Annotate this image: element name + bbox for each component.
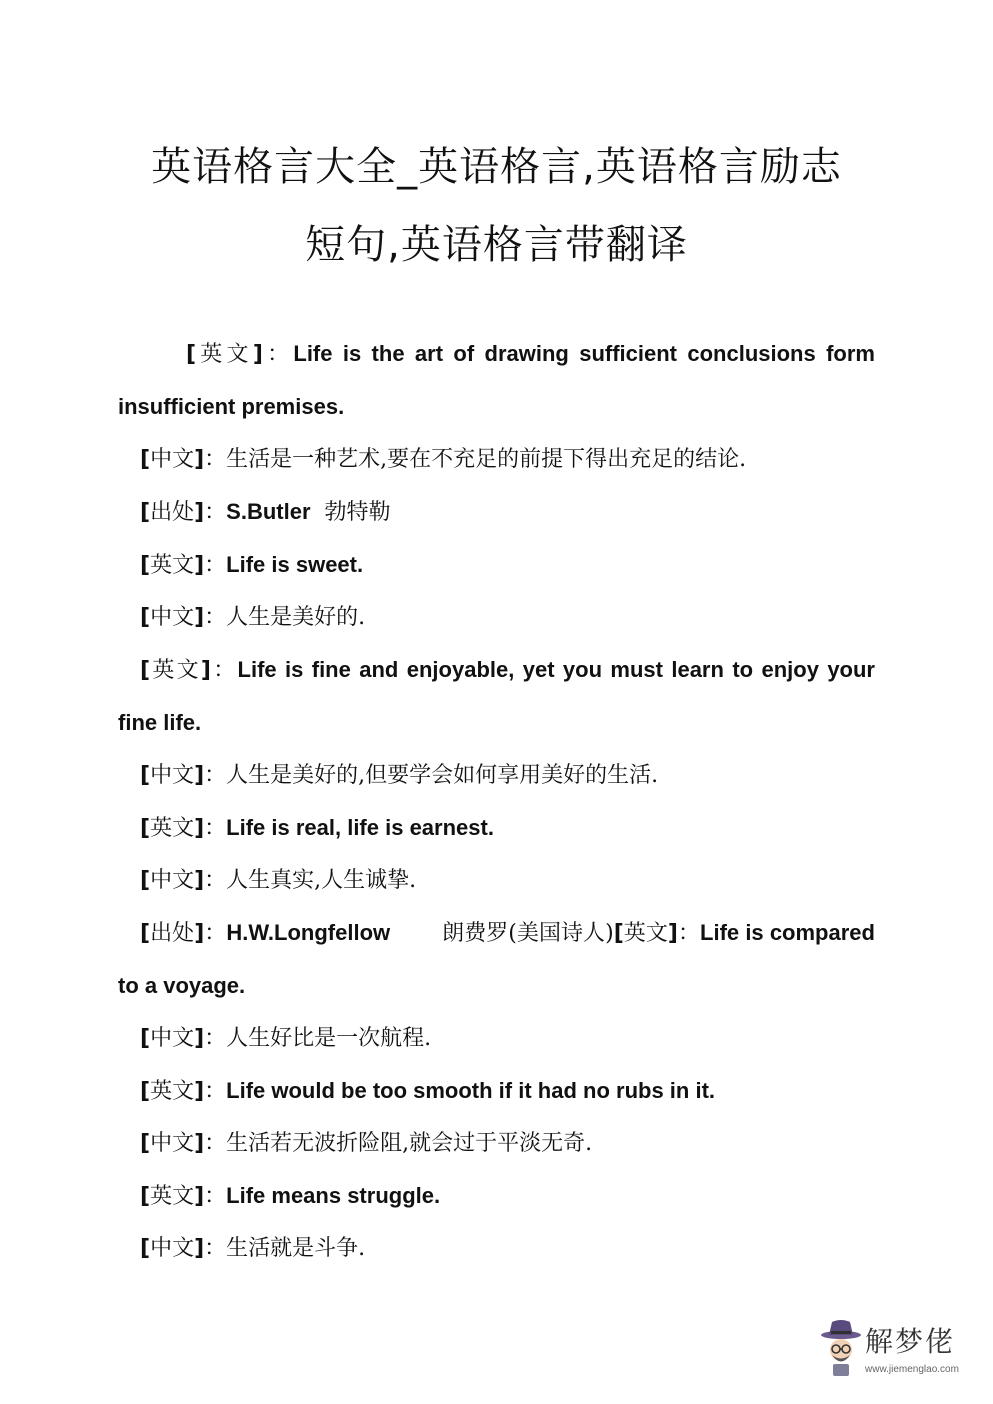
source-name-zh: 朗费罗(美国诗人) — [442, 921, 614, 946]
entry-tag: 英文 — [150, 816, 195, 841]
entry-tag: 中文 — [150, 868, 195, 893]
entry-tag: 英文 — [196, 342, 253, 367]
entry-text: 生活若无波折险阻,就会过于平淡无奇. — [226, 1131, 593, 1156]
entry-text: Life is sweet. — [226, 552, 364, 577]
entry-tag: 中文 — [150, 763, 195, 788]
entry-paragraph: [中文]：生活若无波折险阻,就会过于平淡无奇. — [140, 1131, 593, 1156]
entry-paragraph: [中文]：人生是美好的,但要学会如何享用美好的生活. — [140, 763, 659, 788]
entry-text: 生活是一种艺术,要在不充足的前提下得出充足的结论. — [226, 447, 747, 472]
source-name-zh: 勃特勒 — [324, 500, 391, 525]
entry-tag: 英文 — [150, 658, 201, 683]
entry-tag: 出处 — [150, 921, 195, 946]
entry-text: 人生好比是一次航程. — [226, 1026, 432, 1051]
title-line-1: 英语格言大全_英语格言,英语格言励志 — [151, 144, 842, 190]
entry-paragraph: [中文]：生活就是斗争. — [140, 1236, 366, 1261]
entry-tag: 英文 — [150, 553, 195, 578]
entry-paragraph: [英文]：Life means struggle. — [140, 1183, 441, 1209]
entry-text: Life would be too smooth if it had no rubs in it. — [226, 1078, 716, 1103]
entry-paragraph: [出处]：S.Butler 勃特勒 — [140, 499, 391, 525]
entry-text: Life is fine and enjoyable, yet you must learn to enjoy your fine life. — [118, 657, 875, 735]
title-line-2: 短句,英语格言带翻译 — [305, 222, 688, 268]
site-watermark — [819, 1310, 969, 1390]
entry-paragraph: [中文]：生活是一种艺术,要在不充足的前提下得出充足的结论. — [140, 447, 747, 472]
entry-paragraph: [英文]：Life is the art of drawing sufficient conclusions form insufficient premises. — [118, 341, 875, 419]
entry-paragraph: [中文]：人生真实,人生诚挚. — [140, 868, 417, 893]
watermark-url: www.jiemenglao.com — [865, 1364, 959, 1375]
document-body — [118, 328, 875, 1275]
entry-text: Life is real, life is earnest. — [226, 815, 494, 840]
entry-text: 生活就是斗争. — [226, 1236, 366, 1261]
source-name-en: S.Butler — [226, 499, 311, 524]
entry-text: 人生真实,人生诚挚. — [226, 868, 417, 893]
watermark-brand-name: 解梦佬 — [865, 1325, 956, 1358]
entry-paragraph: [英文]：Life is fine and enjoyable, yet you must learn to enjoy your fine life. — [118, 657, 875, 735]
entry-text: 人生是美好的,但要学会如何享用美好的生活. — [226, 763, 659, 788]
entry-text: 人生是美好的. — [226, 605, 366, 630]
entry-paragraph: [出处]：H.W.Longfellow 朗费罗(美国诗人)[英文]：Life is compared to a voyage. — [118, 920, 875, 998]
document-title — [90, 128, 903, 284]
entry-text: Life is the art of drawing sufficient conclusions form insufficient premises. — [118, 341, 875, 419]
entry-tag: 中文 — [150, 447, 195, 472]
entry-tag: 英文 — [623, 921, 668, 946]
entry-paragraph: [中文]：人生是美好的. — [140, 605, 366, 630]
entry-paragraph: [英文]：Life is sweet. — [140, 552, 364, 578]
entry-tag: 中文 — [150, 1236, 195, 1261]
entry-tag: 英文 — [150, 1184, 195, 1209]
entry-paragraph: [英文]：Life would be too smooth if it had no rubs in it. — [140, 1078, 716, 1104]
entry-paragraph: [英文]：Life is real, life is earnest. — [140, 815, 494, 841]
entry-text: Life is compared to a voyage. — [118, 920, 875, 998]
entry-tag: 英文 — [150, 1079, 195, 1104]
entry-text: Life means struggle. — [226, 1183, 441, 1208]
detective-hat-icon — [819, 1318, 863, 1378]
entry-tag: 中文 — [150, 1131, 195, 1156]
entry-tag: 出处 — [150, 500, 195, 525]
entry-paragraph: [中文]：人生好比是一次航程. — [140, 1026, 432, 1051]
source-name-en: H.W.Longfellow — [226, 920, 391, 945]
entry-tag: 中文 — [150, 1026, 195, 1051]
entry-tag: 中文 — [150, 605, 195, 630]
